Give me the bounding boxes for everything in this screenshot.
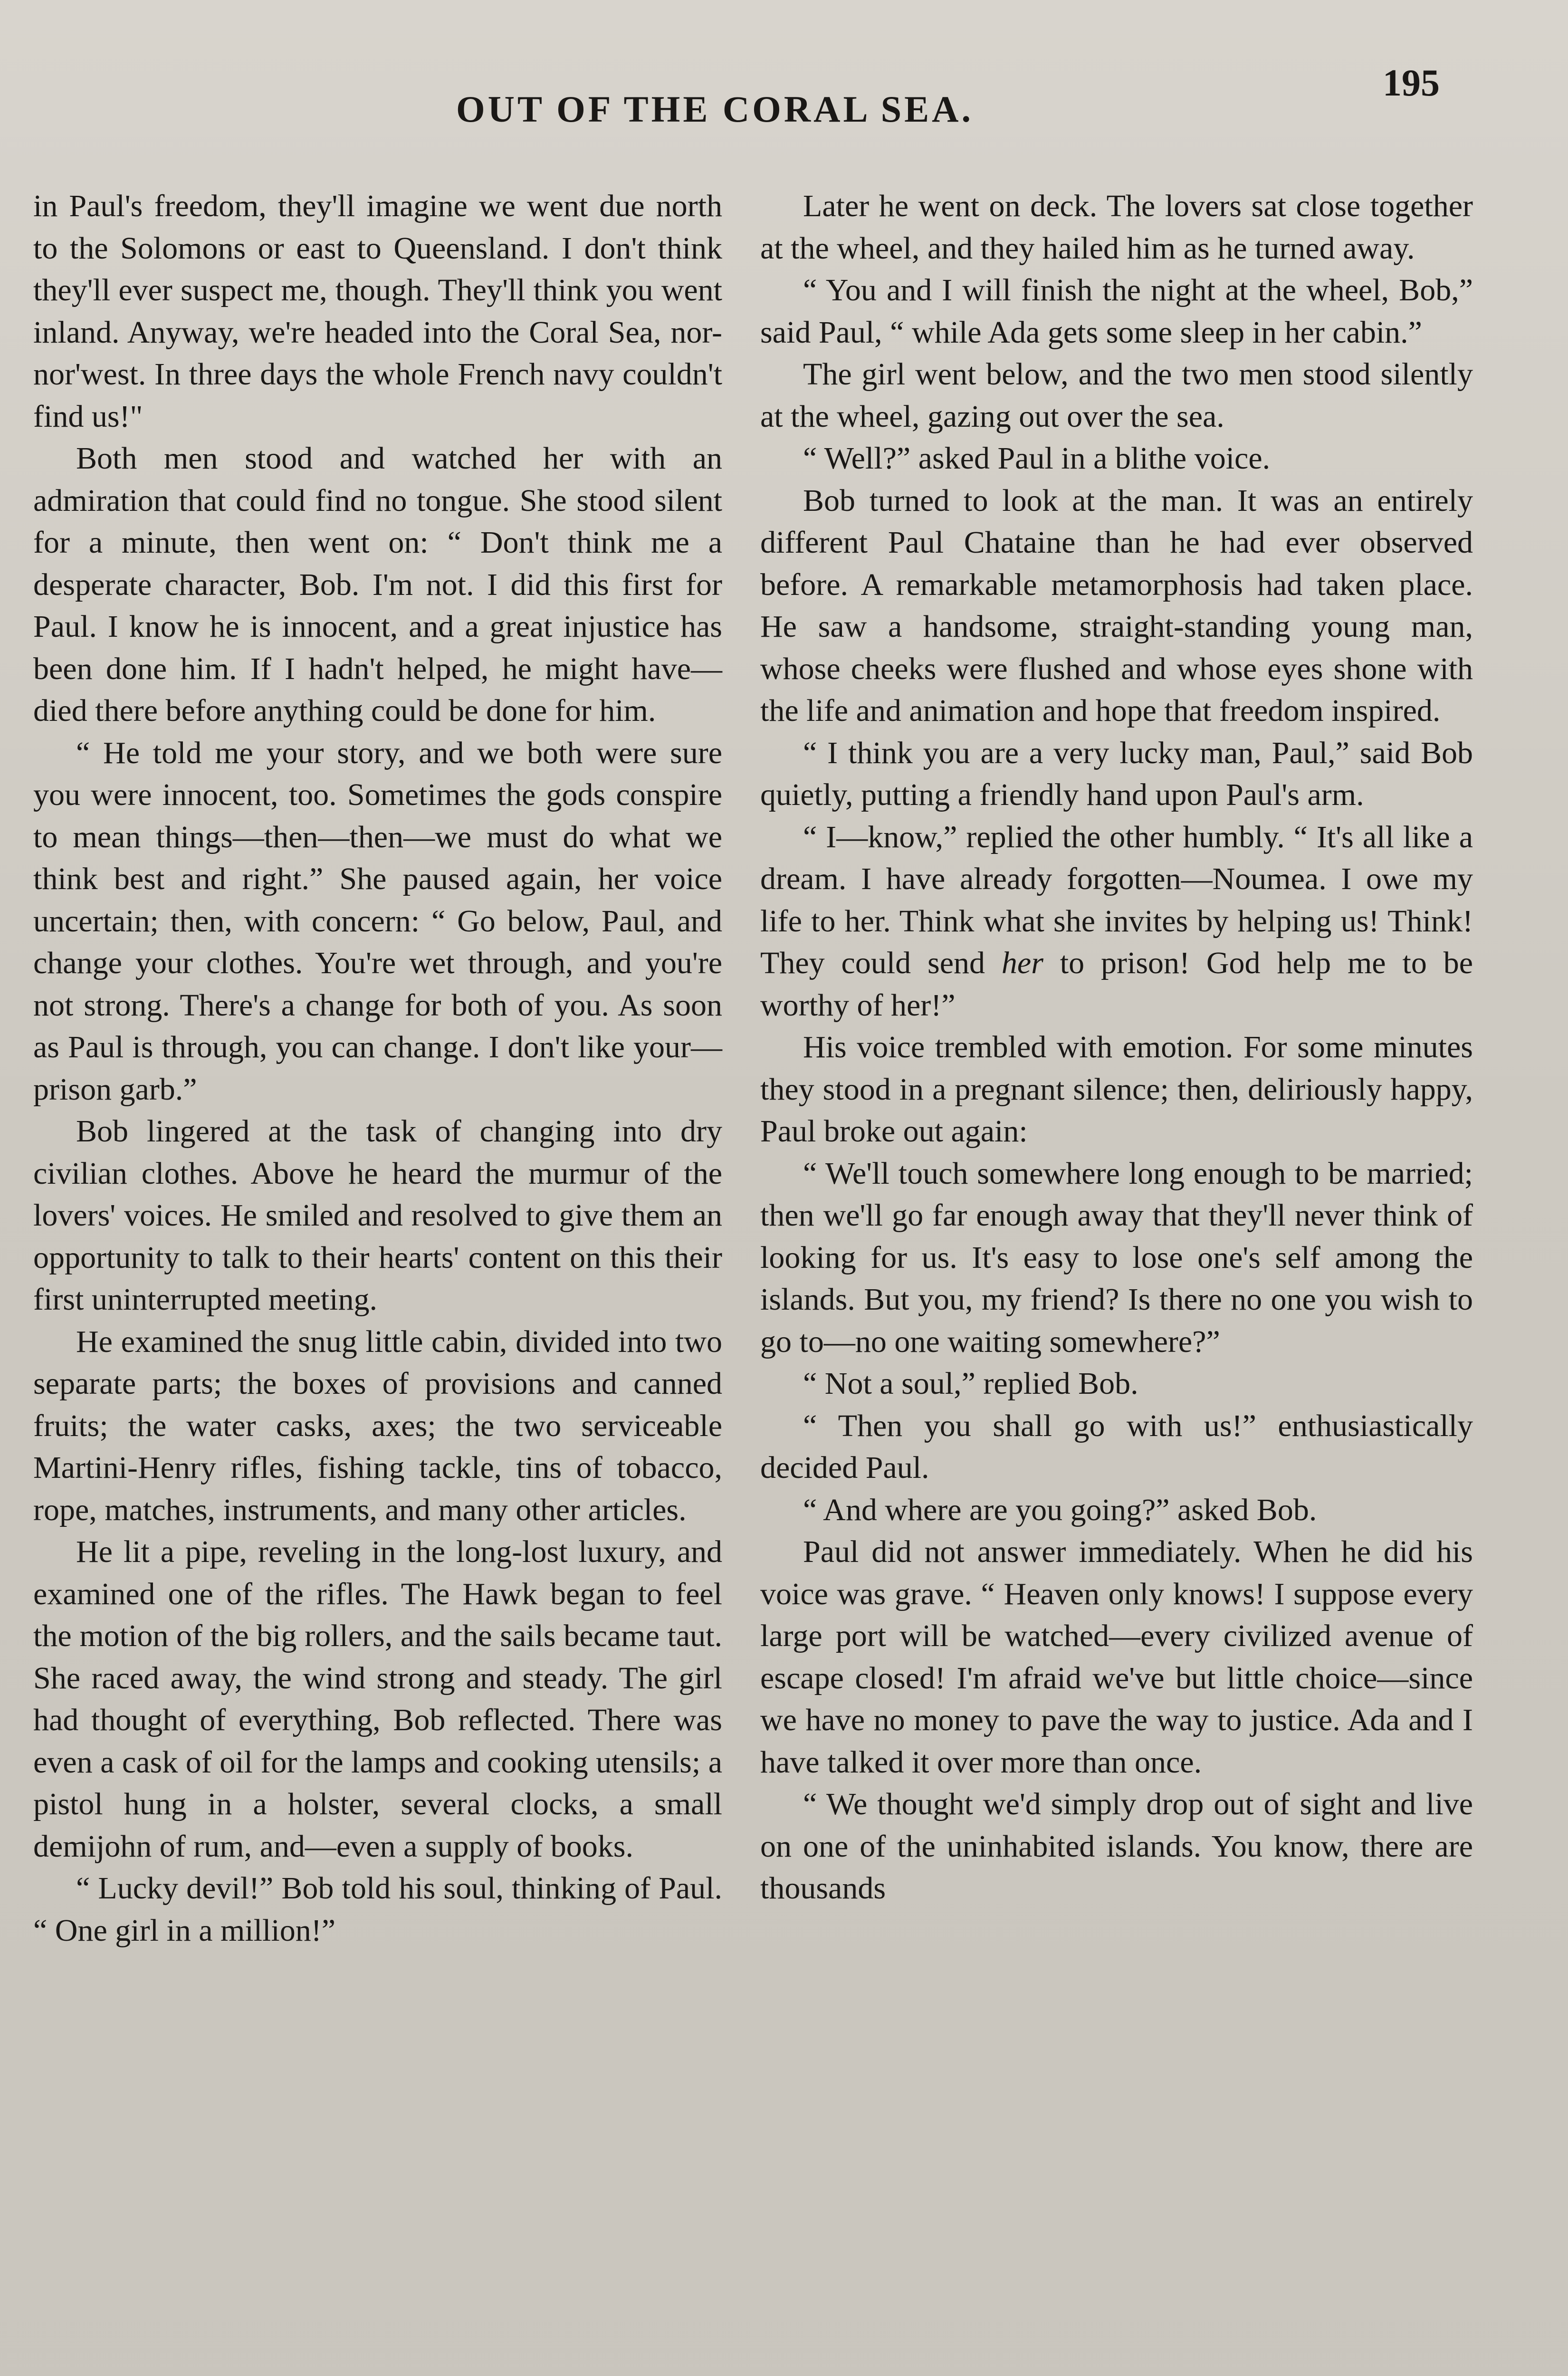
paragraph: Bob turned to look at the man. It was an entirely different Paul Chataine than he had ever observed before. A remarkable metamorphosis had taken place. He saw a handsome, straight-standing young man, whose cheeks were flushed and whose eyes shone with the life and animation and hope that freedom inspired.	[760, 483, 1473, 728]
paragraph: His voice trembled with emotion. For some minutes they stood in a pregnant silence; then, deliriously happy, Paul broke out again:	[760, 1030, 1473, 1149]
paragraph: “ I think you are a very lucky man, Paul,” said Bob quietly, putting a friendly hand upon Paul's arm.	[760, 735, 1473, 812]
paragraph: Bob lingered at the task of changing into dry civilian clothes. Above he heard the murmur of the lovers' voices. He smiled and resolved to give them an opportunity to talk to their hearts' content on this their first uninterrupted meeting.	[33, 1114, 722, 1317]
running-head: OUT OF THE CORAL SEA.	[456, 88, 974, 130]
paragraph: He examined the snug little cabin, divided into two separate parts; the boxes of provisions and canned fruits; the water casks, axes; the two serviceable Martini-Henry rifles, fishing tackle, tins of tobacco, rope, matches, instruments, and many other articles.	[33, 1324, 722, 1527]
paragraph-text: to prison! God help me to be worthy of her!”	[760, 946, 1473, 1023]
paragraph: “ He told me your story, and we both were sure you were innocent, too. Sometimes the gods conspire to mean things—then—then—we must do what we think best and right.” She paused again, her voice uncertain; then, with concern: “ Go below, Paul, and change your clothes. You're wet through, and you're not strong. There's a change for both of you. As soon as Paul is through, you can change. I don't like your—prison garb.”	[33, 735, 722, 1107]
paragraph: “ Then you shall go with us!” enthusiastically decided Paul.	[760, 1408, 1473, 1485]
paragraph: Both men stood and watched her with an admiration that could find no tongue. She stood silent for a minute, then went on: “ Don't think me a desperate character, Bob. I'm not. I did this first for Paul. I know he is innocent, and a great injustice has been done him. If I hadn't helped, he might have—died there before anything could be done for him.	[33, 441, 722, 728]
paragraph: “ We'll touch somewhere long enough to be married; then we'll go far enough away that they'll never think of looking for us. It's easy to lose one's self among the islands. But you, my friend? Is there no one you wish to go to—no one waiting somewhere?”	[760, 1156, 1473, 1359]
paragraph: “ You and I will finish the night at the wheel, Bob,” said Paul, “ while Ada gets some sleep in her cabin.”	[760, 273, 1473, 350]
page-number: 195	[1383, 62, 1440, 104]
right-column	[760, 185, 1473, 1910]
paragraph: Paul did not answer immediately. When he did his voice was grave. “ Heaven only knows! I suppose every large port will be watched—every civilized avenue of escape closed! I'm afraid we've but little choice—since we have no money to pave the way to justice. Ada and I have talked it over more than once.	[760, 1534, 1473, 1780]
paragraph: “ Well?” asked Paul in a blithe voice.	[803, 441, 1271, 476]
paragraph: The girl went below, and the two men stood silently at the wheel, gazing out over the sea.	[760, 357, 1473, 434]
paragraph: “ And where are you going?” asked Bob.	[803, 1492, 1317, 1527]
emphasis-text: her	[1001, 946, 1043, 980]
paragraph: Later he went on deck. The lovers sat close together at the wheel, and they hailed him as he turned away.	[760, 189, 1473, 266]
paragraph: “ Lucky devil!” Bob told his soul, thinking of Paul. “ One girl in a million!”	[33, 1871, 722, 1948]
left-column	[33, 185, 722, 1952]
paragraph	[760, 816, 1473, 1027]
paragraph: He lit a pipe, reveling in the long-lost luxury, and examined one of the rifles. The Hawk began to feel the motion of the big rollers, and the sails became taut. She raced away, the wind strong and steady. The girl had thought of everything, Bob reflected. There was even a cask of oil for the lamps and cooking utensils; a pistol hung in a holster, several clocks, a small demijohn of rum, and—even a supply of books.	[33, 1534, 722, 1864]
paragraph: “ Not a soul,” replied Bob.	[803, 1366, 1138, 1401]
paragraph: “ We thought we'd simply drop out of sight and live on one of the uninhabited islands. You know, there are thousands	[760, 1787, 1473, 1906]
paragraph: in Paul's freedom, they'll imagine we went due north to the Solomons or east to Queensland. I don't think they'll ever suspect me, though. They'll think you went inland. Anyway, we're headed into the Coral Sea, nor-nor'west. In three days the whole French navy couldn't find us!"	[33, 189, 722, 434]
paragraph-text: “ I—know,” replied the other humbly. “ It's all like a dream. I have already forgotten—Noumea. I owe my life to her. Think what she invites by helping us! Think! They could send	[760, 819, 1473, 980]
